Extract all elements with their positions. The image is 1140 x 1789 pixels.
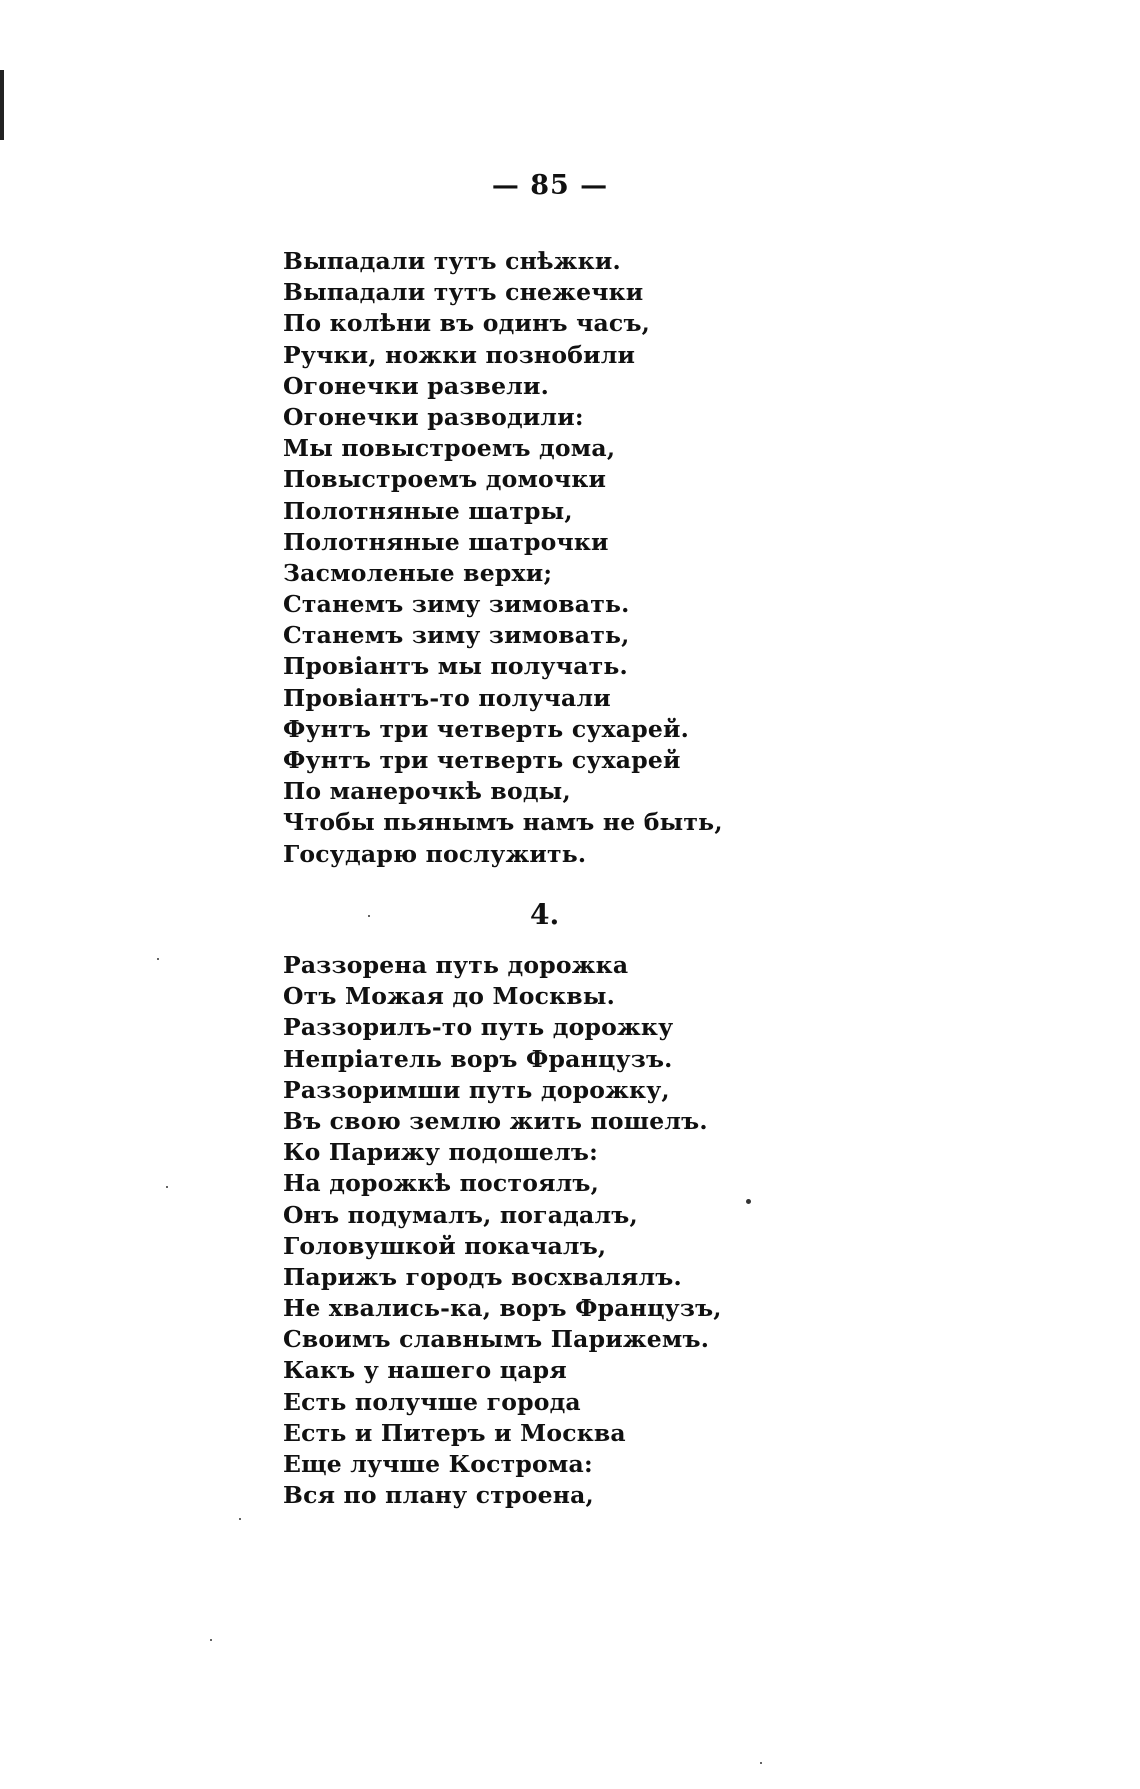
verse-line: Парижъ городъ восхвалялъ. bbox=[283, 1262, 682, 1291]
verse-line: Мы повыстроемъ дома, bbox=[283, 434, 616, 463]
verse-line: Выпадали тутъ снежечки bbox=[283, 278, 644, 307]
print-speck bbox=[210, 1639, 212, 1641]
verse-line: На дорожкѣ постоялъ, bbox=[283, 1169, 600, 1198]
verse-line: Провіантъ-то получали bbox=[283, 683, 611, 712]
print-speck bbox=[760, 1762, 762, 1764]
verse-line: Еще лучше Кострома: bbox=[283, 1450, 593, 1478]
verse-line: Головушкой покачалъ, bbox=[283, 1231, 607, 1260]
margin-binding-mark bbox=[0, 70, 4, 140]
verse-line: Фунтъ три четверть сухарей bbox=[283, 746, 681, 774]
verse-line: Станемъ зиму зимовать. bbox=[283, 590, 630, 619]
verse-line: Фунтъ три четверть сухарей. bbox=[283, 714, 690, 743]
verse-line: Огонечки разводили: bbox=[283, 402, 584, 431]
verse-line: Непріатель воръ Французъ. bbox=[283, 1044, 673, 1073]
print-speck bbox=[157, 958, 159, 960]
verse-line: Огонечки развели. bbox=[283, 371, 549, 400]
verse-line: Засмоленые верхи; bbox=[283, 558, 553, 587]
verse-line: Раззоримши путь дорожку, bbox=[283, 1075, 670, 1104]
verse-line: Отъ Можая до Москвы. bbox=[283, 982, 615, 1011]
print-speck bbox=[368, 915, 370, 917]
verse-line: Повыстроемъ домочки bbox=[283, 465, 607, 494]
verse-line: Своимъ славнымъ Парижемъ. bbox=[283, 1325, 710, 1354]
verse-line: Провіантъ мы получать. bbox=[283, 652, 628, 681]
verse-line: Въ свою землю жить пошелъ. bbox=[283, 1106, 708, 1135]
section-number: 4. bbox=[530, 898, 560, 931]
verse-line: Не хвались-ка, воръ Французъ, bbox=[283, 1294, 722, 1323]
verse-line: Выпадали тутъ снѣжки. bbox=[283, 247, 621, 275]
verse-line: Есть получше города bbox=[283, 1387, 581, 1416]
verse-line: Ручки, ножки познобили bbox=[283, 340, 636, 369]
verse-line: Полотняные шатрочки bbox=[283, 527, 609, 556]
verse-line: Чтобы пьянымъ намъ не быть, bbox=[283, 808, 723, 837]
verse-line: Станемъ зиму зимовать, bbox=[283, 621, 630, 650]
verse-line: Полотняные шатры, bbox=[283, 496, 573, 525]
verse-line: Государю послужить. bbox=[283, 839, 587, 868]
print-speck bbox=[746, 1199, 751, 1204]
verse-line: По манерочкѣ воды, bbox=[283, 777, 571, 806]
print-speck bbox=[166, 1186, 168, 1188]
verse-line: Ко Парижу подошелъ: bbox=[283, 1138, 598, 1167]
verse-line: Раззорилъ-то путь дорожку bbox=[283, 1013, 674, 1042]
verse-line: Какъ у нашего царя bbox=[283, 1356, 567, 1385]
verse-stanza-two bbox=[283, 950, 722, 1511]
verse-stanza-one bbox=[283, 246, 723, 870]
page-number: — 85 — bbox=[491, 170, 609, 201]
verse-line: Раззорена путь дорожка bbox=[283, 951, 629, 979]
verse-line: Есть и Питеръ и Москва bbox=[283, 1418, 626, 1447]
verse-line: Онъ подумалъ, погадалъ, bbox=[283, 1200, 638, 1229]
print-speck bbox=[239, 1518, 241, 1520]
verse-line: По колѣни въ одинъ часъ, bbox=[283, 309, 651, 338]
verse-line: Вся по плану строена, bbox=[283, 1481, 594, 1510]
